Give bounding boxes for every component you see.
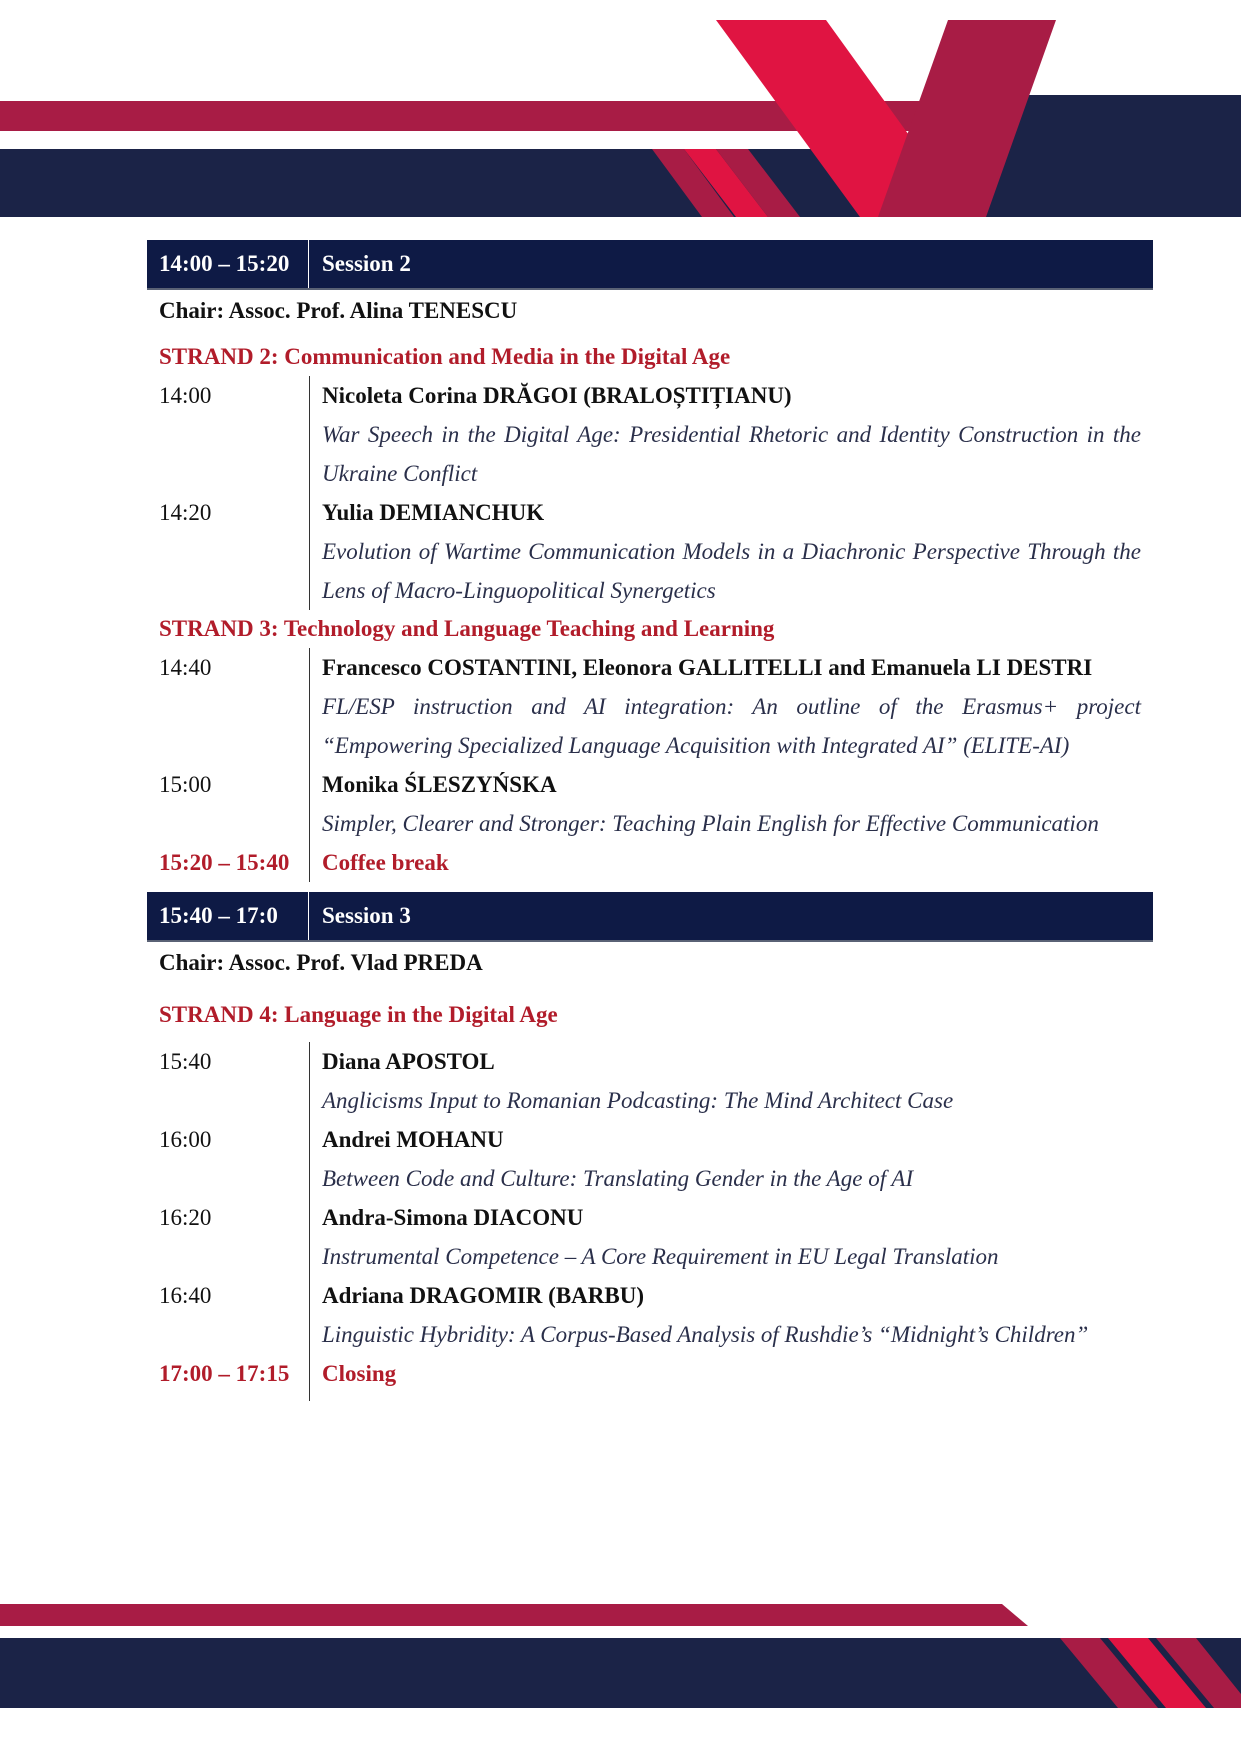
- talk-time: 15:40: [159, 1049, 212, 1074]
- talk-row: [147, 648, 1153, 765]
- talk-title: Evolution of Wartime Communication Models in a Diachronic Perspective Through the Lens of Macro-Linguopolitical Synergetics: [322, 539, 1141, 603]
- session-name: Session 3: [322, 903, 411, 928]
- talk-title: Anglicisms Input to Romanian Podcasting: The Mind Architect Case: [322, 1088, 954, 1113]
- talk-title: Linguistic Hybridity: A Corpus-Based Analysis of Rushdie’s “Midnight’s Children”: [322, 1322, 1089, 1347]
- strand-title: STRAND 4: Language in the Digital Age: [159, 1002, 558, 1027]
- session-time: 14:00 – 15:20: [147, 240, 309, 288]
- talk-time: 14:40: [159, 655, 212, 680]
- talk-time: 16:40: [159, 1283, 212, 1308]
- session-name: Session 2: [322, 251, 411, 276]
- talk-author: Andrei MOHANU: [322, 1127, 504, 1152]
- talk-author: Monika ŚLESZYŃSKA: [322, 772, 557, 797]
- closing-row: [147, 1354, 1153, 1401]
- talk-time: 14:00: [159, 383, 212, 408]
- talk-row: [147, 765, 1153, 843]
- talk-row: [147, 1198, 1153, 1276]
- header-decoration: [0, 0, 1241, 230]
- strand-title: STRAND 3: Technology and Language Teaching and Learning: [159, 616, 775, 641]
- talk-author: Diana APOSTOL: [322, 1049, 495, 1074]
- session-header: [147, 892, 1153, 942]
- talk-row: [147, 1042, 1153, 1120]
- talk-author: Francesco COSTANTINI, Eleonora GALLITELLI and Emanuela LI DESTRI: [322, 655, 1093, 680]
- talk-title: War Speech in the Digital Age: Presidential Rhetoric and Identity Construction in the Ukraine Conflict: [322, 422, 1141, 486]
- session-chair: Chair: Assoc. Prof. Alina TENESCU: [159, 298, 518, 323]
- session-header: [147, 240, 1153, 290]
- talk-title: FL/ESP instruction and AI integration: An outline of the Erasmus+ project “Empowering Specialized Language Acquisition with Integrated AI” (ELITE-AI): [322, 694, 1141, 758]
- talk-time: 16:20: [159, 1205, 212, 1230]
- break-time: 15:20 – 15:40: [159, 850, 290, 875]
- coffee-break-row: [147, 843, 1153, 882]
- talk-author: Adriana DRAGOMIR (BARBU): [322, 1283, 644, 1308]
- strand-title: STRAND 2: Communication and Media in the Digital Age: [159, 344, 731, 369]
- talk-title: Simpler, Clearer and Stronger: Teaching Plain English for Effective Communication: [322, 811, 1099, 836]
- talk-title: Between Code and Culture: Translating Gender in the Age of AI: [322, 1166, 914, 1191]
- program-content: [147, 240, 1153, 1401]
- talk-title: Instrumental Competence – A Core Requirement in EU Legal Translation: [322, 1244, 999, 1269]
- talk-time: 16:00: [159, 1127, 212, 1152]
- break-time: 17:00 – 17:15: [159, 1361, 290, 1386]
- talk-author: Nicoleta Corina DRĂGOI (BRALOȘTIȚIANU): [322, 383, 792, 408]
- talk-time: 15:00: [159, 772, 212, 797]
- talk-row: [147, 1276, 1153, 1354]
- session-time: 15:40 – 17:0: [147, 892, 309, 940]
- talk-row: [147, 493, 1153, 610]
- talk-author: Andra-Simona DIACONU: [322, 1205, 584, 1230]
- talk-row: [147, 376, 1153, 493]
- session-chair: Chair: Assoc. Prof. Vlad PREDA: [159, 950, 483, 975]
- talk-author: Yulia DEMIANCHUK: [322, 500, 545, 525]
- talk-time: 14:20: [159, 500, 212, 525]
- break-label: Coffee break: [309, 843, 1153, 882]
- talk-row: [147, 1120, 1153, 1198]
- break-label: Closing: [309, 1354, 1153, 1401]
